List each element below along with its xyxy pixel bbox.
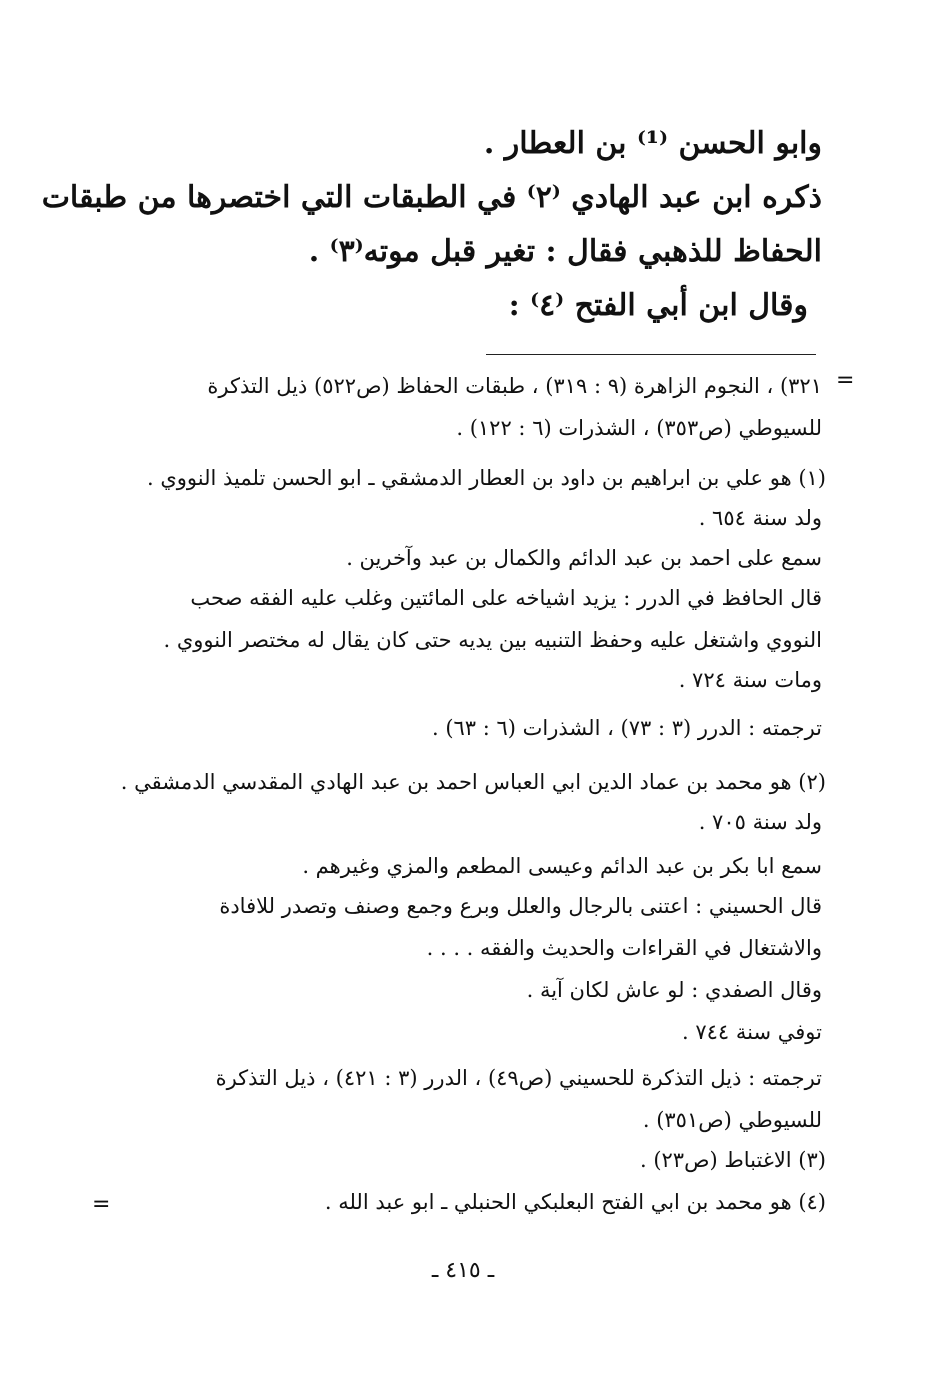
footnote-line-8: ومات سنة ٧٢٤ . — [678, 668, 822, 692]
footnote-line-13: قال الحسيني : اعتنى بالرجال والعلل وبرع وجمع وصنف وتصدر للافادة — [219, 894, 822, 918]
footnote-separator — [486, 354, 816, 355]
main-line-1: وابو الحسن ⁽¹⁾ بن العطار . — [483, 126, 822, 161]
page-number: ـ ٤١٥ ـ — [431, 1258, 495, 1283]
footnote-line-5: سمع على احمد بن عبد الدائم والكمال بن عبد وآخرين . — [346, 546, 822, 570]
footnote-line-10: (٢) هو محمد بن عماد الدين ابي العباس احمد بن عبد الهادي المقدسي الدمشقي . — [120, 770, 826, 794]
main-line-2: ذكره ابن عبد الهادي ⁽٢⁾ في الطبقات التي اختصرها من طبقات — [41, 180, 822, 215]
footnote-line-1: ٣٢١) ، النجوم الزاهرة (٩ : ٣١٩) ، طبقات الحفاظ (ص٥٢٢) ذيل التذكرة — [207, 374, 822, 398]
footnote-line-6: قال الحافظ في الدرر : يزيد اشياخه على المائتين وغلب عليه الفقه صحب — [190, 586, 822, 610]
footnote-line-14: والاشتغال في القراءات والحديث والفقه . . . . — [426, 936, 822, 960]
footnote-line-18: للسيوطي (ص٣٥١) . — [642, 1108, 822, 1132]
main-line-3: الحفاظ للذهبي فقال : تغير قبل موته⁽٣⁾ . — [308, 234, 822, 269]
continuation-mark-bottom: = — [92, 1192, 111, 1217]
footnote-line-15: وقال الصفدي : لو عاش لكان آية . — [526, 978, 822, 1002]
footnote-line-16: توفي سنة ٧٤٤ . — [682, 1020, 822, 1044]
footnote-line-7: النووي واشتغل عليه وحفظ التنبيه بين يديه حتى كان يقال له مختصر النووي . — [163, 628, 822, 652]
continuation-mark-top: = — [836, 368, 855, 393]
footnote-line-12: سمع ابا بكر بن عبد الدائم وعيسى المطعم والمزي وغيرهم . — [302, 854, 822, 878]
footnote-line-2: للسيوطي (ص٣٥٣) ، الشذرات (٦ : ١٢٢) . — [456, 416, 822, 440]
footnote-line-20: (٤) هو محمد بن ابي الفتح البعلبكي الحنبلي ـ ابو عبد الله . — [324, 1190, 826, 1214]
footnote-line-9: ترجمته : الدرر (٣ : ٧٣) ، الشذرات (٦ : ٦٣) . — [431, 716, 822, 740]
footnote-line-19: (٣) الاغتباط (ص٢٣) . — [639, 1148, 826, 1172]
footnote-line-3: (١) هو علي بن ابراهيم بن داود بن العطار الدمشقي ـ ابو الحسن تلميذ النووي . — [146, 466, 826, 490]
footnote-line-11: ولد سنة ٧٠٥ . — [698, 810, 822, 834]
main-line-4: وقال ابن أبي الفتح ⁽٤⁾ : — [508, 288, 808, 323]
footnote-line-17: ترجمته : ذيل التذكرة للحسيني (ص٤٩) ، الدرر (٣ : ٤٢١) ، ذيل التذكرة — [215, 1066, 822, 1090]
footnote-line-4: ولد سنة ٦٥٤ . — [698, 506, 822, 530]
